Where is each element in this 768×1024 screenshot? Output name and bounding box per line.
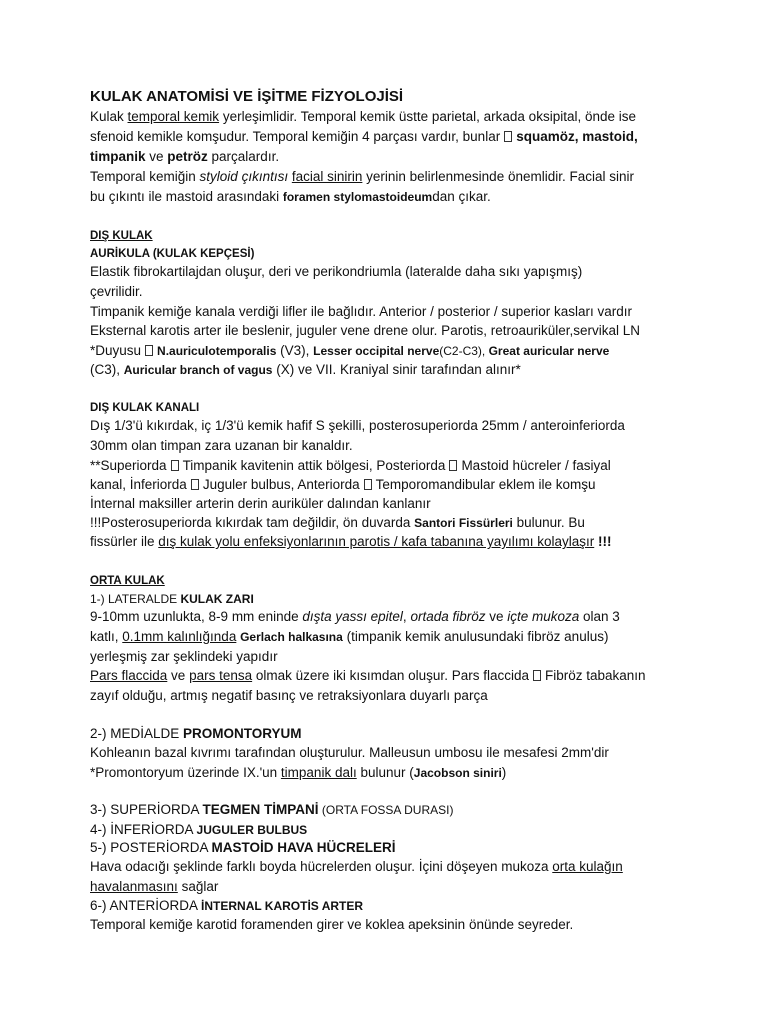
text: ) [501, 765, 507, 780]
missing-glyph-icon [145, 345, 153, 356]
text: (C2-C3), [439, 344, 489, 358]
text: sfenoid kemikle komşudur. Temporal kemiğin 4 parçası vardır, bunlar [90, 129, 501, 144]
missing-glyph-icon [364, 479, 372, 490]
dis-kulak-line-1: Elastik fibrokartilajdan oluşur, deri ve perikondriumla (lateralde daha sıkı yapışmış) [90, 264, 583, 279]
text: Mastoid hücreler / fasiyal [461, 458, 611, 473]
dis-kulak-line-4: Eksternal karotis arter ile beslenir, juguler vene drene olur. Parotis, retroauriküler,servikal LN [90, 323, 641, 338]
text: bu çıkıntı ile mastoid arasındaki [90, 189, 283, 204]
missing-glyph-icon [533, 670, 541, 681]
intro-line-2 [90, 128, 638, 146]
text-underlined: havalanmasını [90, 879, 178, 894]
text: dan çıkar. [432, 189, 491, 204]
text: , [402, 609, 411, 624]
text: (C3), [90, 362, 124, 377]
text-bold: timpanik [90, 149, 146, 164]
kulak-zari-line-3: yerleşmiş zar şeklindeki yapıdır [90, 649, 278, 664]
dis-kulak-line-6 [90, 361, 521, 379]
text-bold: N.auriculotemporalis [157, 344, 277, 358]
text: *Duyusu [90, 343, 142, 358]
intro-line-1 [90, 108, 636, 126]
orta-kulak-item-6 [90, 897, 363, 915]
text-bold: TEGMEN TİMPANİ [202, 802, 319, 817]
text: 2-) MEDİALDE [90, 726, 184, 741]
text-bold: petröz [167, 149, 208, 164]
section-heading-orta-kulak: ORTA KULAK [90, 575, 165, 587]
kulak-zari-line-1 [90, 608, 620, 626]
text: 1-) LATERALDE [90, 592, 181, 606]
orta-kulak-item-5 [90, 839, 396, 857]
text: Kulak [90, 109, 128, 124]
text-bold: MASTOİD HAVA HÜCRELERİ [211, 840, 396, 855]
subheading-aurikula: AURİKULA (KULAK KEPÇESİ) [90, 248, 255, 260]
text: ve [485, 609, 508, 624]
kanal-line-2: 30mm olan timpan zara uzanan bir kanaldır. [90, 438, 353, 453]
text-underlined: pars tensa [189, 668, 253, 683]
text: ve [167, 668, 190, 683]
orta-kulak-item-1 [90, 590, 254, 608]
text: olan 3 [579, 609, 620, 624]
text: 3-) SUPERİORDA [90, 802, 203, 817]
promontoryum-line-1: Kohleanın bazal kıvrımı tarafından oluşturulur. Malleusun umbosu ile mesafesi 2mm'dir [90, 745, 609, 760]
text: 4-) İNFERİORDA [90, 822, 197, 837]
text: Fibröz tabakanın [544, 668, 646, 683]
section-heading-dis-kulak-kanali: DIŞ KULAK KANALI [90, 402, 200, 414]
missing-glyph-icon [191, 479, 199, 490]
kulak-zari-line-2 [90, 628, 608, 646]
text-bold: Great auricular nerve [488, 344, 610, 358]
text-underlined: Pars flaccida [90, 668, 168, 683]
text-bold: JUGULER BULBUS [196, 823, 308, 837]
dis-kulak-line-3: Timpanik kemiğe kanala verdiği lifler ile bağlıdır. Anterior / posterior / superior kasları vardır [90, 304, 632, 319]
text-underlined: facial sinirin [291, 169, 363, 184]
text-bold: İNTERNAL KAROTİS ARTER [201, 899, 364, 913]
text-bold: squamöz, mastoid, [516, 129, 638, 144]
text-underlined: orta kulağın [552, 859, 623, 874]
text-bold: !!! [594, 534, 612, 549]
text-italic: styloid çıkıntısı [199, 169, 289, 184]
promontoryum-line-2 [90, 764, 506, 782]
text-bold: foramen stylomastoideum [282, 190, 433, 204]
intro-line-3 [90, 148, 279, 166]
kanal-line-4 [90, 476, 596, 494]
text: Hava odacığı şeklinde farklı boyda hücrelerden oluşur. İçini döşeyen mukoza [90, 859, 553, 874]
text: fissürler ile [90, 534, 159, 549]
text: (ORTA FOSSA DURASI) [318, 803, 454, 817]
text-bold: Santori Fissürleri [414, 516, 513, 530]
mastoid-line-2 [90, 878, 218, 896]
text: bulunur. Bu [512, 515, 585, 530]
orta-kulak-item-2 [90, 725, 302, 743]
text-underlined: 0.1mm kalınlığında [122, 629, 237, 644]
text-italic: ortada fibröz [410, 609, 486, 624]
missing-glyph-icon [504, 131, 512, 142]
kanal-line-5: İnternal maksiller arterin derin auriküler dalından kanlanır [90, 496, 431, 511]
dis-kulak-line-5 [90, 342, 609, 360]
dis-kulak-line-2: çevrilidir. [90, 284, 143, 299]
text-bold: Auricular branch of vagus [123, 363, 273, 377]
section-heading-dis-kulak: DIŞ KULAK [90, 230, 153, 242]
missing-glyph-icon [171, 460, 179, 471]
document-title: KULAK ANATOMİSİ VE İŞİTME FİZYOLOJİSİ [90, 88, 404, 105]
text-italic: dışta yassı epitel [302, 609, 403, 624]
text: Timpanik kavitenin attik bölgesi, Posteriorda [182, 458, 446, 473]
text: kanal, İnferiorda [90, 477, 187, 492]
text: (V3), [276, 343, 314, 358]
intro-line-5 [90, 188, 491, 206]
orta-kulak-item-3 [90, 801, 453, 819]
text: Temporal kemiğin [90, 169, 200, 184]
kulak-zari-line-5: zayıf olduğu, artmış negatif basınç ve retraksiyonlara duyarlı parça [90, 688, 488, 703]
text-bold: KULAK ZARI [180, 592, 254, 606]
kanal-line-7 [90, 533, 611, 551]
intro-line-4 [90, 168, 634, 186]
mastoid-line-1 [90, 858, 623, 876]
text: yerleşimlidir. Temporal kemik üstte parietal, arkada oksipital, önde ise [219, 109, 637, 124]
orta-kulak-item-4 [90, 821, 307, 839]
text: **Superiorda [90, 458, 167, 473]
karotis-line-1: Temporal kemiğe karotid foramenden girer ve koklea apeksinin önünde seyreder. [90, 917, 574, 932]
text: yerinin belirlenmesinde önemlidir. Facial sinir [362, 169, 634, 184]
text: 6-) ANTERİORDA [90, 898, 202, 913]
text: (timpanik kemik anulusundaki fibröz anulus) [342, 629, 609, 644]
kanal-line-1: Dış 1/3'ü kıkırdak, iç 1/3'ü kemik hafif S şekilli, posterosuperiorda 25mm / anteroinferiorda [90, 418, 625, 433]
text: 9-10mm uzunlukta, 8-9 mm eninde [90, 609, 303, 624]
kanal-line-6 [90, 514, 585, 532]
text-underlined: temporal kemik [127, 109, 220, 124]
text-bold: PROMONTORYUM [183, 726, 302, 741]
kulak-zari-line-4 [90, 667, 646, 685]
text-underlined: timpanik dalı [280, 765, 357, 780]
text: parçalardır. [207, 149, 280, 164]
text: ve [145, 149, 168, 164]
text-underlined: dış kulak yolu enfeksiyonlarının parotis / kafa tabanına yayılımı kolaylaşır [158, 534, 595, 549]
text: Temporomandibular eklem ile komşu [375, 477, 596, 492]
text: (X) ve VII. Kraniyal sinir tarafından alınır* [272, 362, 521, 377]
text: *Promontoryum üzerinde IX.'un [90, 765, 281, 780]
text: olmak üzere iki kısımdan oluşur. Pars flaccida [252, 668, 529, 683]
text: bulunur ( [356, 765, 414, 780]
text: sağlar [177, 879, 219, 894]
text-bold: Gerlach halkasına [240, 630, 343, 644]
kanal-line-3 [90, 457, 611, 475]
missing-glyph-icon [449, 460, 457, 471]
text-italic: içte mukoza [507, 609, 580, 624]
text: !!!Posterosuperiorda kıkırdak tam değildir, ön duvarda [90, 515, 415, 530]
text-bold: Lesser occipital nerve [313, 344, 440, 358]
text-bold: Jacobson siniri [413, 766, 502, 780]
text: 5-) POSTERİORDA [90, 840, 212, 855]
text: Juguler bulbus, Anteriorda [202, 477, 360, 492]
text: katlı, [90, 629, 123, 644]
